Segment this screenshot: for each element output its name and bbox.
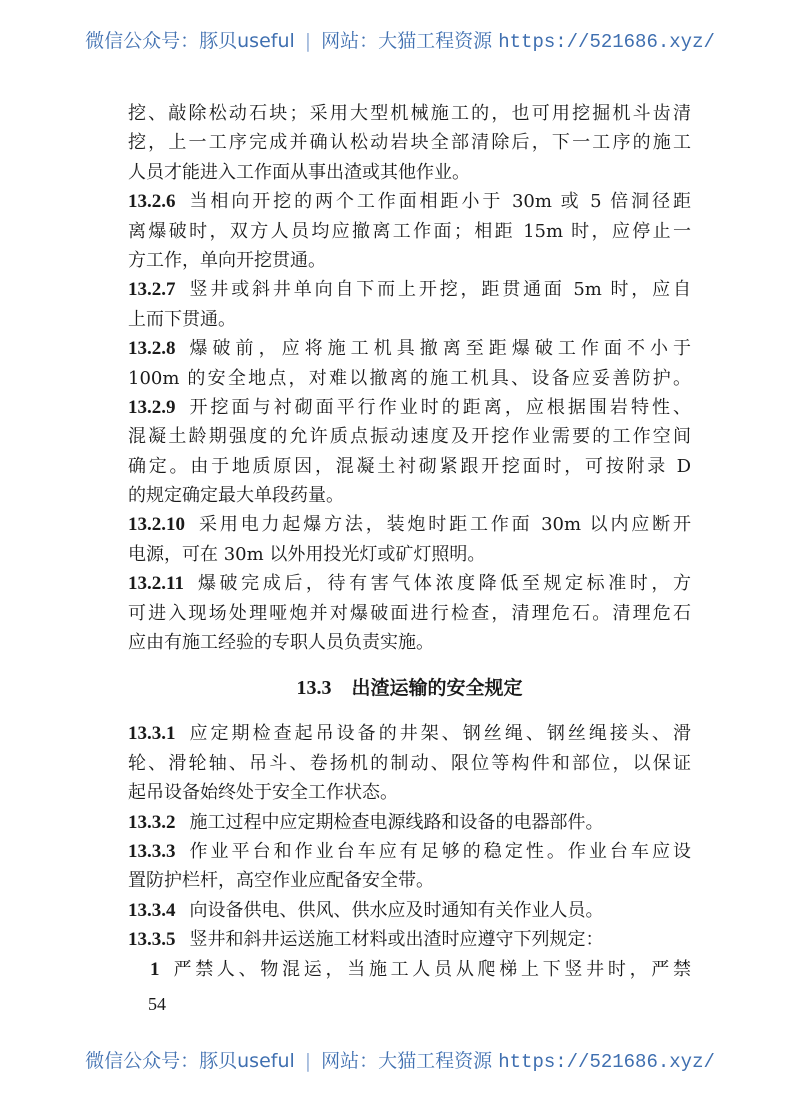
line-text: 确定。由于地质原因，混凝土衬砌紧跟开挖面时，可按附录 D bbox=[128, 455, 691, 477]
clause-line bbox=[128, 808, 691, 837]
clause-number: 13.3.1 bbox=[128, 723, 176, 745]
site-url[interactable]: https://521686.xyz/ bbox=[498, 31, 715, 53]
clause-line bbox=[128, 955, 691, 984]
wechat-label: 微信公众号：豚贝useful bbox=[85, 30, 295, 52]
line-text: 可进入现场处理哑炮并对爆破面进行检查，清理危石。清理危石 bbox=[128, 602, 691, 624]
line-text: 采用电力起爆方法，装炮时距工作面 30m 以内应断开 bbox=[199, 514, 691, 536]
line-text: 施工过程中应定期检查电源线路和设备的电器部件。 bbox=[189, 811, 604, 833]
text-line bbox=[128, 246, 691, 275]
clause-number: 13.2.7 bbox=[128, 279, 176, 301]
line-text: 的规定确定最大单段药量。 bbox=[128, 485, 344, 507]
clause-line bbox=[128, 187, 691, 216]
clause-line bbox=[128, 896, 691, 925]
text-line bbox=[128, 778, 691, 807]
clause-line bbox=[128, 719, 691, 748]
line-text: 开挖面与衬砌面平行作业时的距离，应根据围岩特性、 bbox=[189, 396, 691, 418]
wechat-label: 微信公众号：豚贝useful bbox=[85, 1050, 295, 1072]
text-line bbox=[128, 128, 691, 157]
text-line bbox=[128, 217, 691, 246]
clause-line bbox=[128, 334, 691, 363]
site-url[interactable]: https://521686.xyz/ bbox=[498, 1051, 715, 1073]
text-line bbox=[128, 422, 691, 451]
line-text: 轮、滑轮轴、吊斗、卷扬机的制动、限位等构件和部位，以保证 bbox=[128, 752, 691, 774]
line-text: 竖井或斜井单向自下而上开挖，距贯通面 5m 时，应自 bbox=[189, 279, 691, 301]
line-text: 混凝土龄期强度的允许质点振动速度及开挖作业需要的工作空间 bbox=[128, 426, 691, 448]
clause-number: 13.2.6 bbox=[128, 191, 176, 213]
text-line bbox=[128, 305, 691, 334]
text-line bbox=[128, 749, 691, 778]
line-text: 上而下贯通。 bbox=[128, 308, 236, 330]
clause-number: 13.2.9 bbox=[128, 396, 176, 418]
clause-line bbox=[128, 275, 691, 304]
line-text: 电源，可在 30m 以外用投光灯或矿灯照明。 bbox=[128, 543, 486, 565]
clause-number: 13.3.4 bbox=[128, 899, 176, 921]
line-text: 100m 的安全地点，对难以撤离的施工机具、设备应妥善防护。 bbox=[128, 367, 691, 389]
line-text: 竖井和斜井运送施工材料或出渣时应遵守下列规定： bbox=[189, 929, 604, 951]
line-text: 当相向开挖的两个工作面相距小于 30m 或 5 倍洞径距 bbox=[189, 191, 691, 213]
section-title: 出渣运输的安全规定 bbox=[351, 677, 523, 700]
text-line bbox=[128, 628, 691, 657]
text-line bbox=[128, 599, 691, 628]
section-heading bbox=[128, 659, 691, 717]
clause-line bbox=[128, 393, 691, 422]
text-line bbox=[128, 364, 691, 393]
text-line bbox=[128, 481, 691, 510]
line-text: 应定期检查起吊设备的井架、钢丝绳、钢丝绳接头、滑 bbox=[189, 723, 691, 745]
site-label: 网站：大猫工程资源 bbox=[321, 1050, 493, 1072]
clause-number: 13.3.2 bbox=[128, 811, 176, 833]
line-text: 挖、敲除松动石块；采用大型机械施工的，也可用挖掘机斗齿清 bbox=[128, 103, 691, 124]
line-text: 应由有施工经验的专职人员负责实施。 bbox=[128, 632, 434, 654]
line-text: 人员才能进入工作面从事出渣或其他作业。 bbox=[128, 161, 470, 183]
clause-line bbox=[128, 510, 691, 539]
watermark-banner-bottom bbox=[0, 1046, 800, 1073]
text-line bbox=[128, 452, 691, 481]
text-line bbox=[128, 99, 691, 128]
line-text: 爆破完成后，待有害气体浓度降低至规定标准时，方 bbox=[197, 573, 691, 595]
clause-number: 13.2.11 bbox=[128, 573, 184, 595]
clauses-13-3 bbox=[128, 719, 691, 984]
clause-number: 13.2.10 bbox=[128, 514, 185, 536]
line-text: 起吊设备始终处于安全工作状态。 bbox=[128, 782, 398, 804]
site-label: 网站：大猫工程资源 bbox=[321, 30, 493, 52]
clause-line bbox=[128, 837, 691, 866]
text-line bbox=[128, 540, 691, 569]
clause-number: 13.3.3 bbox=[128, 840, 176, 862]
document-body bbox=[128, 99, 691, 984]
line-text: 挖，上一工序完成并确认松动岩块全部清除后，下一工序的施工 bbox=[128, 132, 691, 154]
line-text: 向设备供电、供风、供水应及时通知有关作业人员。 bbox=[189, 899, 604, 921]
clause-line bbox=[128, 925, 691, 954]
line-text: 置防护栏杆，高空作业应配备安全带。 bbox=[128, 870, 434, 892]
page-number: 54 bbox=[148, 994, 166, 1014]
text-line bbox=[128, 158, 691, 187]
separator: | bbox=[304, 30, 312, 52]
line-text: 离爆破时，双方人员均应撤离工作面；相距 15m 时，应停止一 bbox=[128, 220, 691, 242]
clause-number: 13.3.5 bbox=[128, 929, 176, 951]
clauses-13-2 bbox=[128, 99, 691, 657]
watermark-banner-top bbox=[0, 26, 800, 53]
line-text: 方工作，单向开挖贯通。 bbox=[128, 249, 326, 271]
line-text: 作业平台和作业台车应有足够的稳定性。作业台车应设 bbox=[189, 840, 691, 862]
text-line bbox=[128, 866, 691, 895]
line-text: 爆破前，应将施工机具撤离至距爆破工作面不小于 bbox=[189, 338, 691, 360]
clause-number: 13.2.8 bbox=[128, 338, 176, 360]
section-number: 13.3 bbox=[296, 677, 332, 700]
clause-line bbox=[128, 569, 691, 598]
separator: | bbox=[304, 1050, 312, 1072]
clause-number: 1 bbox=[150, 958, 160, 980]
line-text: 严禁人、物混运，当施工人员从爬梯上下竖井时，严禁 bbox=[173, 958, 691, 980]
